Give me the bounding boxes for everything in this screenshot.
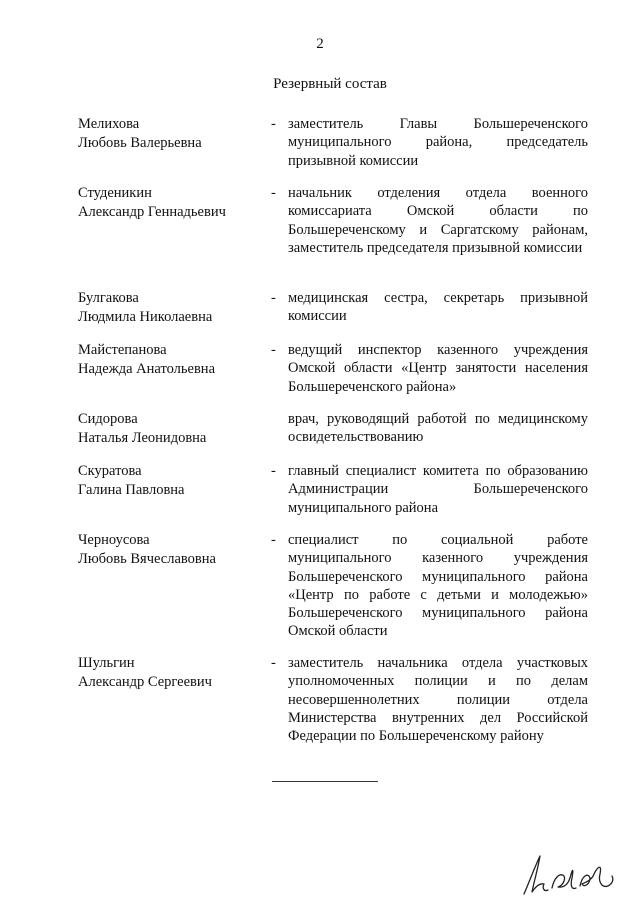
member-surname: Скуратова <box>78 463 142 479</box>
member-name <box>78 341 263 379</box>
member-surname: Майстепанова <box>78 342 167 358</box>
member-role: врач, руководящий работой по медицинскому освидетельствованию <box>288 411 588 446</box>
member-surname: Булгакова <box>78 290 139 306</box>
member-role: ведущий инспектор казенного учреждения Омской области «Центр занятости населения Большереченского района» <box>288 342 588 395</box>
member-name <box>78 462 263 500</box>
member-dash: - <box>271 290 276 306</box>
member-name <box>78 289 263 327</box>
member-given-names: Наталья Леонидовна <box>78 430 207 446</box>
section-title: Резервный состав <box>273 76 387 92</box>
member-given-names: Александр Геннадьевич <box>78 204 226 220</box>
handwritten-signature <box>518 850 618 898</box>
member-given-names: Любовь Валерьевна <box>78 135 202 151</box>
member-name <box>78 654 263 692</box>
member-given-names: Надежда Анатольевна <box>78 361 215 377</box>
member-name <box>78 115 263 153</box>
member-role: начальник отделения отдела военного комиссариата Омской области по Большереченскому и Саргатскому районам, заместитель председателя призывной комиссии <box>288 185 588 256</box>
member-given-names: Любовь Вячеславовна <box>78 551 216 567</box>
member-role: главный специалист комитета по образованию Администрации Большереченского муниципального района <box>288 463 588 516</box>
closing-rule <box>272 781 378 782</box>
member-role: медицинская сестра, секретарь призывной комиссии <box>288 290 588 325</box>
member-dash: - <box>271 532 276 548</box>
member-given-names: Александр Сергеевич <box>78 674 212 690</box>
member-dash: - <box>271 116 276 132</box>
member-surname: Мелихова <box>78 116 140 132</box>
page-number: 2 <box>316 36 324 52</box>
member-surname: Студеникин <box>78 185 152 201</box>
member-name <box>78 410 263 448</box>
member-dash: - <box>271 185 276 201</box>
member-given-names: Людмила Николаевна <box>78 309 213 325</box>
member-surname: Черноусова <box>78 532 150 548</box>
member-role: заместитель Главы Большереченского муниципального района, председатель призывной комиссии <box>288 116 588 169</box>
member-dash: - <box>271 655 276 671</box>
member-surname: Сидорова <box>78 411 138 427</box>
member-name <box>78 184 263 222</box>
member-dash: - <box>271 463 276 479</box>
member-name <box>78 531 263 569</box>
member-role: заместитель начальника отдела участковых уполномоченных полиции и по делам несовершеннолетних полиции отдела Министерства внутренних дел Российской Федерации по Большереченскому району <box>288 655 588 745</box>
member-dash: - <box>271 342 276 358</box>
member-role: специалист по социальной работе муниципального казенного учреждения Большереченского муниципального района «Центр по работе с детьми и молодежью» Большереченского муниципального района Омской области <box>288 532 588 640</box>
member-given-names: Галина Павловна <box>78 482 185 498</box>
member-surname: Шульгин <box>78 655 135 671</box>
